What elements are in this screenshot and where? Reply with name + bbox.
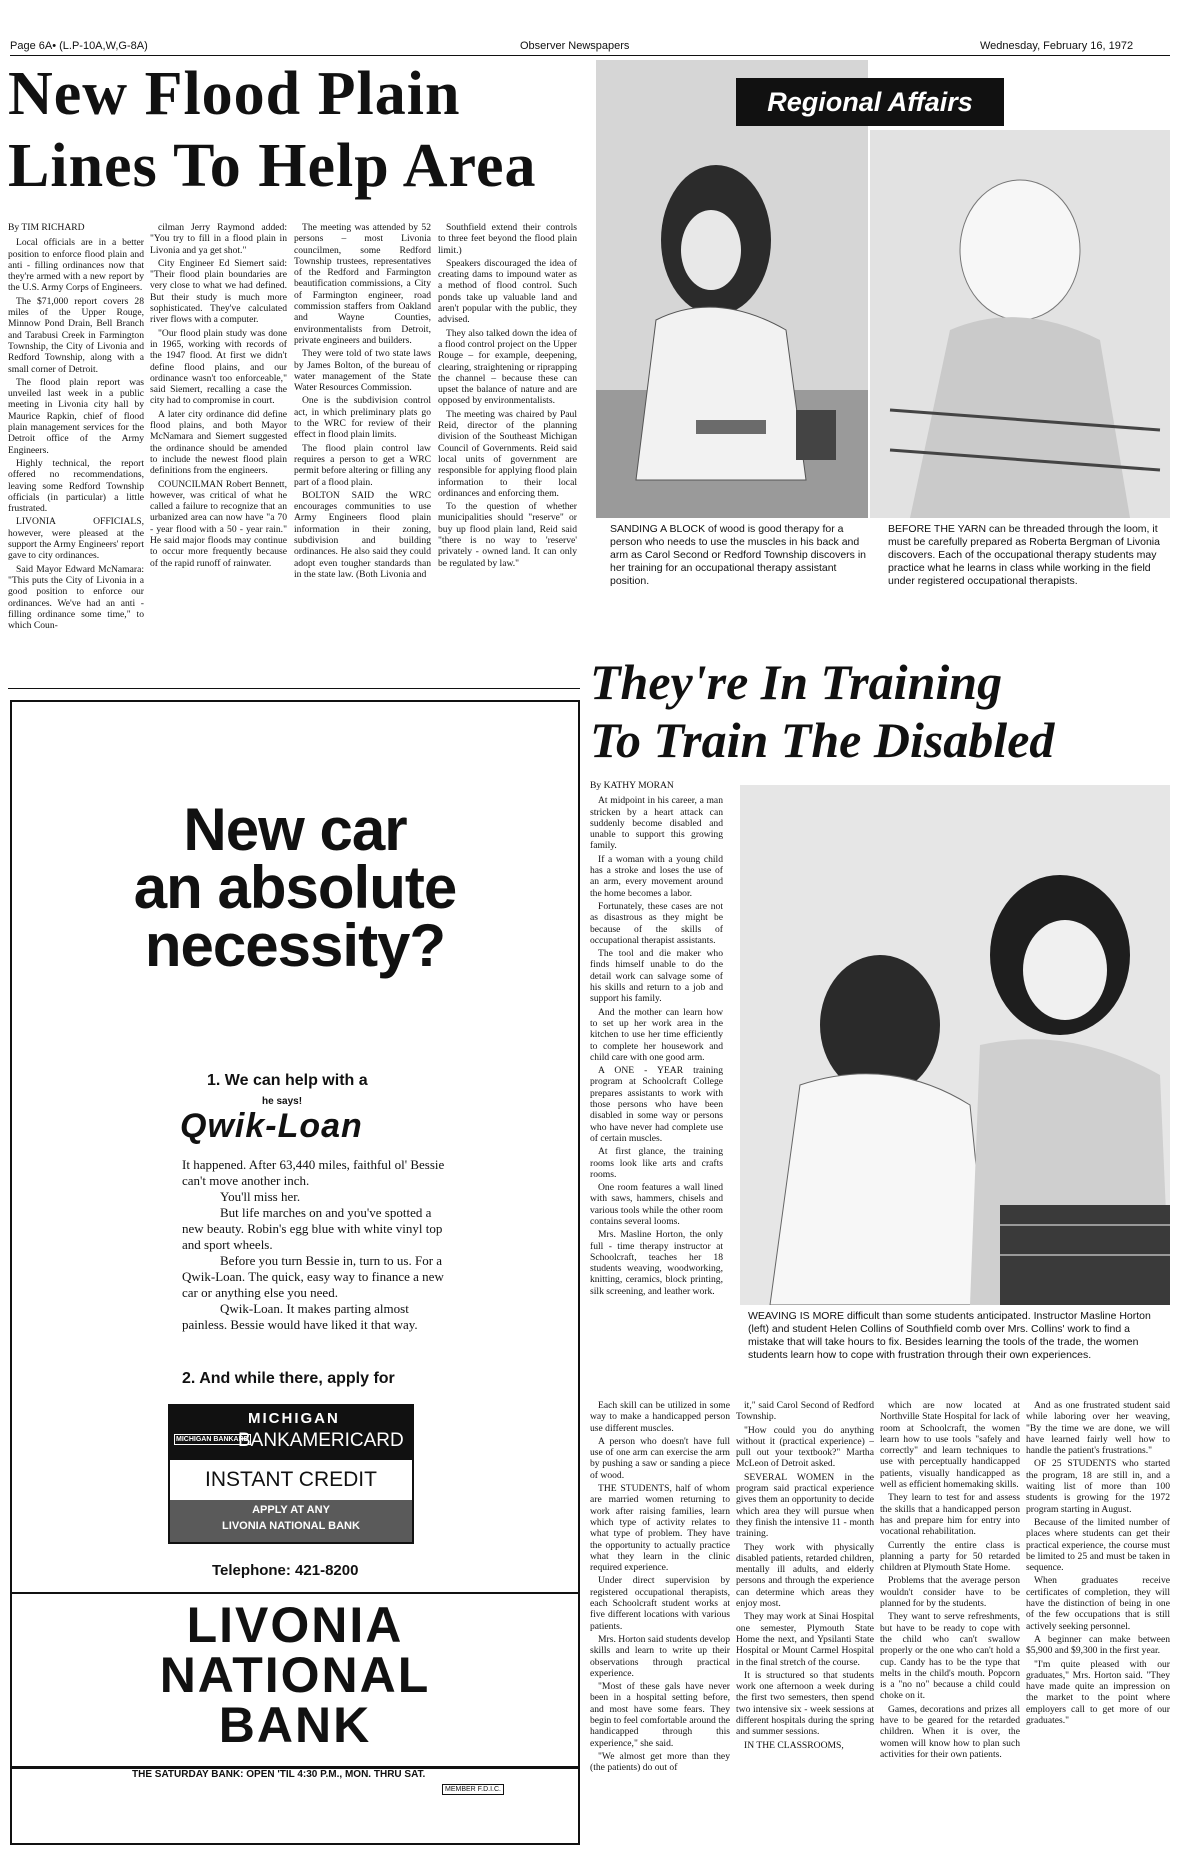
training-e-p1: And as one frustrated student said while laboring over her weaving, "By the time we are done, we will have learned fairly well how to handle the patient's frustrations." [1026, 1400, 1170, 1457]
training-a-p1: At midpoint in his career, a man stricken by a heart attack can suddenly become disabled and unable to support this growing family. [590, 795, 723, 852]
training-a-p5: And the mother can learn how to set up her work area in the kitchen to use her time efficiently to complete her housework and child care with one good arm. [590, 1006, 723, 1063]
flood-column-3 [294, 222, 431, 682]
card-brand-label: BANKAMERICARD [238, 1430, 404, 1451]
flood-c3-p3: One is the subdivision control act, in which preliminary plats go to the WRC for review of their effect in flood plain limits. [294, 395, 431, 441]
training-e-p4: When graduates receive certificates of completion, they will have the distinction of being in one of the few occupations that is still actively seeking personnel. [1026, 1575, 1170, 1632]
fdic-label: MEMBER F.D.I.C. [442, 1784, 504, 1795]
training-column-b [590, 1400, 730, 1848]
flood-c3-p5: BOLTON SAID the WRC encourages communities to use Army Engineers flood plain information in their zoning, subdivision and building ordinances. He also said they could adopt even tougher standards than in the state law. (Both Livonia and [294, 489, 431, 580]
training-b-p4: Under direct supervision by registered occupational therapists, each Schoolcraft student works at five different locations with various patients. [590, 1575, 730, 1632]
flood-c2-p1: cilman Jerry Raymond added: "You try to fill in a flood plain in Livonia and ya get shot." [150, 222, 287, 256]
ad-telephone: Telephone: 421-8200 [212, 1562, 359, 1579]
flood-c2-p4: A later city ordinance did define flood plains, and both Mayor McNamara and Siemert suggested the ordinance should be amended to include the newest flood plain definitions from the engineers. [150, 408, 287, 477]
flood-c3-p1: The meeting was attended by 52 persons – most Livonia councilmen, some Redford Township trustees, representatives of the Redford and Farmington beautification commissions, a City of Farmington engineer, road commission staffers from Oakland and Wayne Counties, environmentalists from Detroit, private engineers and builders. [294, 222, 431, 346]
ad-step1: 1. We can help with a [207, 1072, 368, 1089]
ad-headline-line1: New car [183, 796, 407, 863]
training-headline-line2: To Train The Disabled [590, 712, 1055, 768]
training-column-a [590, 780, 723, 1398]
flood-c2-p5: COUNCILMAN Robert Bennett, however, was critical of what he called a failure to recognize that an urbanized area can now have "a 70 - year flood with a 50 - year rain." He said major floods may continue to occur more frequently because of the rapid runoff of rainwater. [150, 478, 287, 569]
flood-c2-p3: "Our flood plain study was done in 1965, working with records of the 1947 flood. At first we didn't define flood plains, and our ordinance wasn't too enforceable," said Siemert, recalling a case the city had to compromise in court. [150, 327, 287, 407]
flood-c4-p4: The meeting was chaired by Paul Reid, director of the planning division of the Southeast Michigan Council of Governments. Reid said local units of government are responsible for applying flood plain information to their local ordinances and enforcing them. [438, 408, 577, 499]
flood-headline-line2: Lines To Help Area [8, 132, 537, 200]
flood-c4-p2: Speakers discouraged the idea of creating dams to impound water as a method of flood control. Such ponds take up valuable land and aren't popular with the public, they advised. [438, 257, 577, 326]
bankamericard-logo [168, 1404, 414, 1544]
training-c-p7: IN THE CLASSROOMS, [744, 1739, 844, 1751]
sanding-photo [596, 60, 868, 518]
training-b-p2: A person who doesn't have full use of one arm can exercise the arm by pushing a saw or sanding a piece of wood. [590, 1435, 730, 1481]
card-michigan-label: MICHIGAN [248, 1410, 340, 1427]
ad-body-p5: Qwik-Loan. It makes parting almost painless. Bessie would have liked it that way. [182, 1301, 418, 1332]
training-e-p2: OF 25 STUDENTS who started the program, 18 are still in, and a waiting list of more than 100 students is growing for the 1972 program starting in August. [1026, 1458, 1170, 1515]
sanding-photo-illustration [596, 60, 868, 518]
training-c-p3: SEVERAL WOMEN in the program said practical experience gives them an opportunity to decide which area they will pursue when they finish the intensive 11 - month training. [736, 1471, 874, 1540]
training-a-p8: One room features a wall lined with saws, hammers, chisels and various tools while the other room contains several looms. [590, 1182, 723, 1227]
flood-bottom-rule [8, 688, 580, 689]
flood-c4-p3: They also talked down the idea of a flood control project on the Upper Rouge – for example, deepening, clearing, straightening or riprapping the channel – because these can upset the balance of nature and are opposed by environmentalists. [438, 327, 577, 407]
regional-affairs-banner: Regional Affairs [736, 78, 1004, 126]
flood-c1-p3: The flood plain report was unveiled last week in a public meeting in Livonia city hall by Maurice Rapkin, chief of flood plain management services for the Detroit office of the Army Engineers. [8, 376, 144, 456]
training-a-p7: At first glance, the training rooms look like arts and crafts rooms. [590, 1146, 723, 1180]
header-rule [10, 55, 1170, 56]
ad-body [182, 1157, 452, 1333]
training-e-p6: "I'm quite pleased with our graduates," Mrs. Horton said. "They have made quite an impression on the market to the point where employers call to get more of our graduates." [1026, 1658, 1170, 1727]
sanding-caption: SANDING A BLOCK of wood is good therapy for a person who needs to use the muscles in his back and arm as Carol Second or Redford Township discovers in her training for an occupational therapy assistant position. [610, 523, 867, 587]
bank-name-line3: BANK [218, 1697, 372, 1753]
training-b-p5: Mrs. Horton said students develop skills and learn to write up their observations through practical experience. [590, 1633, 730, 1679]
flood-column-2 [150, 222, 287, 682]
bank-name-line1: LIVONIA [186, 1597, 404, 1653]
ad-body-p2: You'll miss her. [220, 1189, 301, 1204]
ad-headline-line2: an absolute [133, 854, 457, 921]
flood-column-1 [8, 222, 144, 682]
yarn-caption: BEFORE THE YARN can be threaded through the loom, it must be carefully prepared as Roberta Bergman of Livonia discovers. Each of the occupational therapy students may practice what he learns in class while working in the field under registered occupational therapists. [888, 523, 1160, 587]
flood-c2-p2: City Engineer Ed Siemert said: "Their flood plain boundaries are very close to what we had defined. But their study is much more sophisticated. They've calculated river flows with a computer. [150, 257, 287, 326]
training-d-p4: Problems that the average person wouldn't consider have to be planned for by the students. [880, 1575, 1020, 1610]
card-small-label: MICHIGAN BANKARD [176, 1436, 249, 1443]
ad-footer: THE SATURDAY BANK: OPEN 'TIL 4:30 P.M., MON. THRU SAT. [12, 1766, 578, 1780]
weaving-caption: WEAVING IS MORE difficult than some students anticipated. Instructor Masline Horton (left) and student Helen Collins of Southfield comb over Mrs. Collins' work to find a mistake that will take hours to fix. Besides learning the tools of the trade, the women students learn how to cope with frustration through their own experiences. [748, 1310, 1151, 1361]
flood-c1-p1: Local officials are in a better position to enforce flood plain and anti - filling ordinances now that they're armed with a new report by the U.S. Army Corps of Engineers. [8, 237, 144, 294]
training-c-p4: They work with physically disabled patients, retarded children, mentally ill adults, and elderly persons and through the experience can determine which areas they enjoy most. [736, 1541, 874, 1610]
training-d-p3: Currently the entire class is planning a party for 50 retarded children at Plymouth State Home. [880, 1539, 1020, 1574]
qwik-loan-logo: Qwik-Loan [180, 1107, 363, 1145]
weaving-photo [740, 785, 1170, 1305]
training-c-p2: "How could you do anything without it (practical experience) – pull out your textbook?" Martha McLeon of Detroit asked. [736, 1424, 874, 1470]
instant-credit-label: INSTANT CREDIT [205, 1468, 377, 1491]
yarn-photo-illustration [870, 130, 1170, 518]
training-c-p6: It is structured so that students work one afternoon a week during the first two semesters, then spend two intensive six - week sessions at different hospitals during the spring and summer sessions. [736, 1669, 874, 1738]
flood-c1-p5: LIVONIA OFFICIALS, however, were pleased at the support the Army Engineers' report gave to city ordinances. [8, 516, 144, 562]
training-d-p5: They want to serve refreshments, but have to be ready to cope with the child who can't swallow properly or the one who can't hold a cup. Candy has to be the type that melts in the child's mouth. Popcorn is a "no no" because a child could choke on it. [880, 1611, 1020, 1702]
training-a-p9: Mrs. Masline Horton, the only full - time therapy instructor at Schoolcraft, teaches her 18 students weaving, woodworking, knitting, ceramics, block printing, silk screening, and leather work. [590, 1229, 723, 1297]
training-c-p1: it," said Carol Second of Redford Township. [736, 1400, 874, 1423]
training-b-p7: "We almost get more than they (the patients) do out of [590, 1750, 730, 1774]
training-b-p1: Each skill can be utilized in some way to make a handicapped person use different muscles. [590, 1400, 730, 1434]
bank-name-line2: NATIONAL [159, 1647, 431, 1703]
weaving-photo-illustration [740, 785, 1170, 1305]
training-d-p2: They learn to test for and assess the skills that a handicapped person has and prepare him for entry into vocational rehabilitation. [880, 1492, 1020, 1538]
flood-c1-p6: Said Mayor Edward McNamara: "This puts the City of Livonia in a good position to enforce our ordinances. We've had an anti - filling ordinance some time," to which Coun- [8, 563, 144, 632]
flood-c3-p4: The flood plain control law requires a person to get a WRC permit before altering or filling any part of a flood plain. [294, 442, 431, 488]
ad-body-p1: It happened. After 63,440 miles, faithful ol' Bessie can't move another inch. [182, 1157, 445, 1188]
ad-headline-line3: necessity? [144, 912, 446, 979]
training-e-p5: A beginner can make between $5,900 and $9,300 in the first year. [1026, 1633, 1170, 1657]
training-c-p5: They may work at Sinai Hospital one semester, Plymouth State Home the next, and Ypsilanti State Hospital or Mount Carmel Hospital in the final stretch of the course. [736, 1611, 874, 1668]
training-headline-line1: They're In Training [590, 654, 1003, 710]
training-d-p6: Games, decorations and prizes all have to be geared for the retarded children. When it is over, the women will know how to plan such activities for their own patients. [880, 1703, 1020, 1760]
flood-headline-line1: New Flood Plain [8, 60, 461, 128]
training-d-p1: which are now located at Northville State Hospital for lack of room at Schoolcraft, the women learn how to use tools "safely and correctly" and learn techniques to use with perceptually handicapped patients, visually handicapped as well as efficient homemaking skills. [880, 1400, 1020, 1491]
training-column-e [1026, 1400, 1170, 1848]
livonia-bank-ad [10, 700, 580, 1845]
training-b-p6: "Most of these gals have never been in a hospital setting before, and most have some fears. They begin to feel comfortable around the handicapped through this experience," she said. [590, 1681, 730, 1749]
training-column-d [880, 1400, 1020, 1848]
ad-step2: 2. And while there, apply for [182, 1370, 395, 1387]
flood-c1-p4: Highly technical, the report offered no recommendations, leaving some Redford Township officials (in particular) a little frustrated. [8, 457, 144, 515]
issue-date: Wednesday, February 16, 1972 [980, 40, 1134, 52]
ad-he-says: he says! [262, 1096, 303, 1107]
flood-byline: By TIM RICHARD [8, 222, 85, 233]
training-a-p3: Fortunately, these cases are not as disastrous as they might be because of the skills of occupational therapist assistants. [590, 900, 723, 946]
training-a-p4: The tool and die maker who finds himself unable to do the detail work can salvage some of his skills and return to a job and support his family. [590, 948, 723, 1005]
training-b-p3: THE STUDENTS, half of whom are married women returning to work after raising families, learn which type of activity relates to what type of problem. They have the opportunity to actually practice what they learn in the clinic required experience. [590, 1483, 730, 1574]
card-apply-line1: APPLY AT ANY [252, 1504, 330, 1516]
training-a-p2: If a woman with a young child has a stroke and loses the use of an arm, every movement around the home becomes a labor. [590, 853, 723, 899]
training-e-p3: Because of the limited number of places where students can get their practical experience, the course must be limited to 25 and must be taken in sequence. [1026, 1516, 1170, 1574]
card-apply-line2: LIVONIA NATIONAL BANK [222, 1520, 360, 1532]
paper-name: Observer Newspapers [520, 40, 630, 52]
flood-c4-p1: Southfield extend their controls to three feet beyond the flood plain limit.) [438, 222, 577, 256]
flood-c4-p5: To the question of whether municipalities should "reserve" or buy up flood plain land, Reid said "there is no way to 'reserve' privately - owned land. It can only be regulated by law." [438, 501, 577, 569]
flood-column-4 [438, 222, 577, 682]
yarn-photo [870, 130, 1170, 518]
ad-body-p4: Before you turn Bessie in, turn to us. For a Qwik-Loan. The quick, easy way to finance a new car or anything else you need. [182, 1253, 444, 1300]
ad-body-p3: But life marches on and you've spotted a new beauty. Robin's egg blue with white vinyl top and sport wheels. [182, 1205, 443, 1252]
training-column-c [736, 1400, 874, 1848]
page-code: Page 6A• (L.P-10A,W,G-8A) [10, 40, 148, 52]
flood-c1-p2: The $71,000 report covers 28 miles of the Upper Rouge, Minnow Pond Drain, Bell Branch and Tarabusi Creek in Farmington Township, the City of Livonia and Redford Township, along with a small corner of Detroit. [8, 295, 144, 375]
flood-c3-p2: They were told of two state laws by James Bolton, of the bureau of water management of the State Water Resources Commission. [294, 348, 431, 394]
ad-rule [12, 1592, 578, 1594]
training-byline: By KATHY MORAN [590, 780, 674, 791]
training-a-p6: A ONE - YEAR training program at Schoolcraft College prepares assistants to work with those persons who have been disabled in some way or persons who have never had complete use of certain muscles. [590, 1065, 723, 1144]
